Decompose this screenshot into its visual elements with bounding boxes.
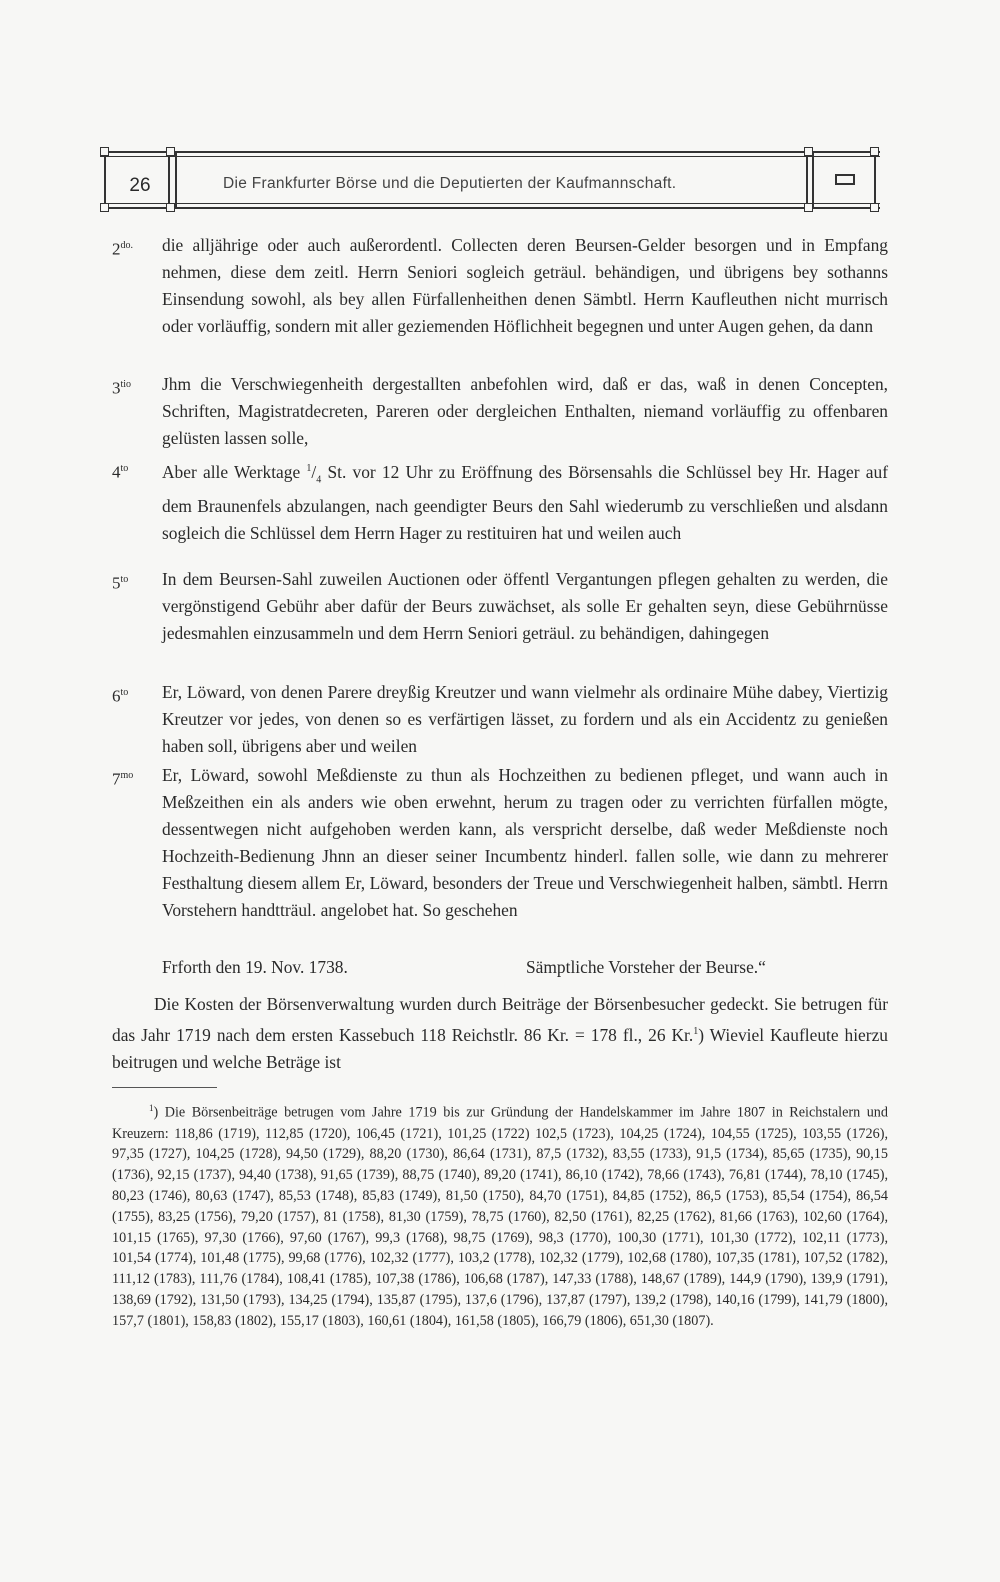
item-text: die alljährige oder auch außerordentl. Collecten deren Beursen-Gelder besorgen und in Empfang nehmen, diese dem zeitl. Herrn Seniori sogleich geträul. behändigen, und übrigens bey sothanns Einsendung sowohl, als bey allen Fürfallenheithen denen Sämbtl. Herrn Kaufleuthen nicht murrisch oder vorläuffig, sondern mit aller geziemenden Höflichheit begegnen und unter Augen gehen, da dann [162,235,888,337]
item-number: $7^{mo}$ [112,769,134,789]
header-corner-ornament [166,147,175,156]
header-rule-left [104,151,106,209]
header-corner-ornament [870,147,879,156]
header-rule-divider-right-2 [812,151,814,209]
item-number: $2^{do.}$ [112,239,133,259]
closing-line [162,954,888,981]
item-text: Aber alle Werktage $^1/_4$ St. vor 12 Uhr zu Eröffnung des Börsensahls die Schlüssel bey Hr. Hager auf dem Braunenfels abzulangen, nach geendigter Beurs den Sahl wiederumb zu verschließen und alsdann sogleich die Schlüssel dem Herrn Hager zu restituiren hat und weilen auch [162,461,888,544]
body-paragraph: Die Kosten der Börsenverwaltung wurden durch Beiträge der Börsenbesucher gedeckt. Sie betrugen für das Jahr 1719 nach dem ersten Kassebuch 118 Reichstlr. 86 Kr. = 178 fl., 26 Kr.$^1$) Wieviel Kaufleute hierzu beitrugen und welche Beträge ist [112,994,888,1072]
closing-date: Frforth den 19. Nov. 1738. [162,957,348,977]
closing-signature: Sämptliche Vorsteher der Beurse.“ [526,957,766,977]
page-number: 26 [129,175,151,196]
header-rule-divider-left-2 [175,151,177,209]
header-rule-divider-right [806,151,808,209]
header-rule-top-inner [100,156,880,157]
header-corner-ornament [804,203,813,212]
item-number: $5^{to}$ [112,573,129,593]
header-corner-ornament [804,147,813,156]
header-corner-ornament [100,203,109,212]
item-text: Er, Löward, sowohl Meßdienste zu thun als Hochzeithen zu bedienen pfleget, und wann auch in Meßzeithen ein als anders wie oben erwehnt, herum zu tragen oder zu verrichten fürfallen mögte, dessentwegen nicht aufgehoben werden kann, als verspricht derselbe, daß weder Meßdienste noch Hochzeith-Bedienung Jhnn an dieser seiner Incumbentz hinderl. fallen solle, wie dann zu mehrerer Festhaltung diesem allem Er, Löward, besonders der Treue und Verschwiegenheit halben, sämbtl. Herrn Vorstehern handtträul. angelobet hat. So geschehen [162,765,888,921]
header-corner-ornament [166,203,175,212]
header-rule-bottom [100,207,880,209]
header-corner-ornament [870,203,879,212]
running-title: Die Frankfurter Börse und die Deputierten der Kaufmannschaft. [223,175,677,192]
header-rule-bottom-inner [100,203,880,204]
item-number: $4^{to}$ [112,462,129,482]
footnote: $^1$) Die Börsenbeiträge betrugen vom Jahre 1719 bis zur Gründung der Handelskammer im Jahre 1807 in Reichstalern und Kreuzern: 118,86 (1719), 112,85 (1720), 106,45 (1721), 101,25 (1722) 102,5 (1723), 104,25 (1724), 104,55 (1725), 103,55 (1726), 97,35 (1727), 104,25 (1728), 94,50 (1729), 88,20 (1730), 86,64 (1731), 87,5 (1732), 83,55 (1733), 91,5 (1734), 85,65 (1735), 90,15 (1736), 92,15 (1737), 94,40 (1738), 91,65 (1739), 88,75 (1740), 89,20 (1741), 86,10 (1742), 78,66 (1743), 76,81 (1744), 78,10 (1745), 80,23 (1746), 80,63 (1747), 85,53 (1748), 85,83 (1749), 81,50 (1750), 84,70 (1751), 84,85 (1752), 86,5 (1753), 85,54 (1754), 86,54 (1755), 83,25 (1756), 79,20 (1757), 81 (1758), 81,30 (1759), 78,75 (1760), 82,50 (1761), 82,25 (1762), 81,66 (1763), 102,60 (1764), 101,15 (1765), 97,30 (1766), 97,60 (1767), 99,3 (1768), 98,75 (1769), 98,3 (1770), 100,30 (1771), 101,30 (1772), 102,11 (1773), 101,54 (1774), 101,48 (1775), 99,68 (1776), 102,32 (1777), 103,2 (1778), 102,32 (1779), 102,68 (1780), 107,35 (1781), 107,52 (1782), 111,12 (1783), 111,76 (1784), 108,41 (1785), 107,38 (1786), 106,68 (1787), 147,33 (1788), 148,67 (1789), 144,9 (1790), 139,9 (1791), 138,69 (1792), 131,50 (1793), 134,25 (1794), 135,87 (1795), 137,6 (1796), 137,87 (1797), 139,2 (1798), 140,16 (1799), 141,79 (1800), 157,7 (1801), 158,83 (1802), 155,17 (1803), 160,61 (1804), 161,58 (1805), 166,79 (1806), 651,30 (1807). [112,1103,888,1329]
header-emblem-icon [835,174,855,185]
item-text: Er, Löward, von denen Parere dreyßig Kreutzer und wann vielmehr als ordinaire Mühe dabey, Viertizig Kreutzer vor jedes, von denen so es verfärtigen lässet, zu fordern und als ein Accidentz zu genießen haben soll, übrigens aber und weilen [162,682,888,757]
header-corner-ornament [100,147,109,156]
header-rule-top [100,151,880,153]
header-rule-right [874,151,876,209]
item-number: $3^{tio}$ [112,378,132,398]
item-text: Jhm die Verschwiegenheith dergestallten anbefohlen wird, daß er das, waß in denen Concepten, Schriften, Magistratdecreten, Pareren oder dergleichen Enthalten, niemand vorläuffig zu offenbaren gelüsten lassen solle, [162,374,888,449]
item-text: In dem Beursen-Sahl zuweilen Auctionen oder öffentl Vergantungen pflegen gehalten zu werden, die vergönstigend Gebühr aber dafür der Beurs zuwächset, als solle Er gehalten seyn, diese Gebührnüsse jedesmahlen einzusammeln und dem Herrn Seniori geträul. zu behändigen, dahingegen [162,569,888,644]
header-rule-divider-left [168,151,170,209]
item-number: $6^{to}$ [112,686,129,706]
footnote-separator [112,1087,217,1088]
